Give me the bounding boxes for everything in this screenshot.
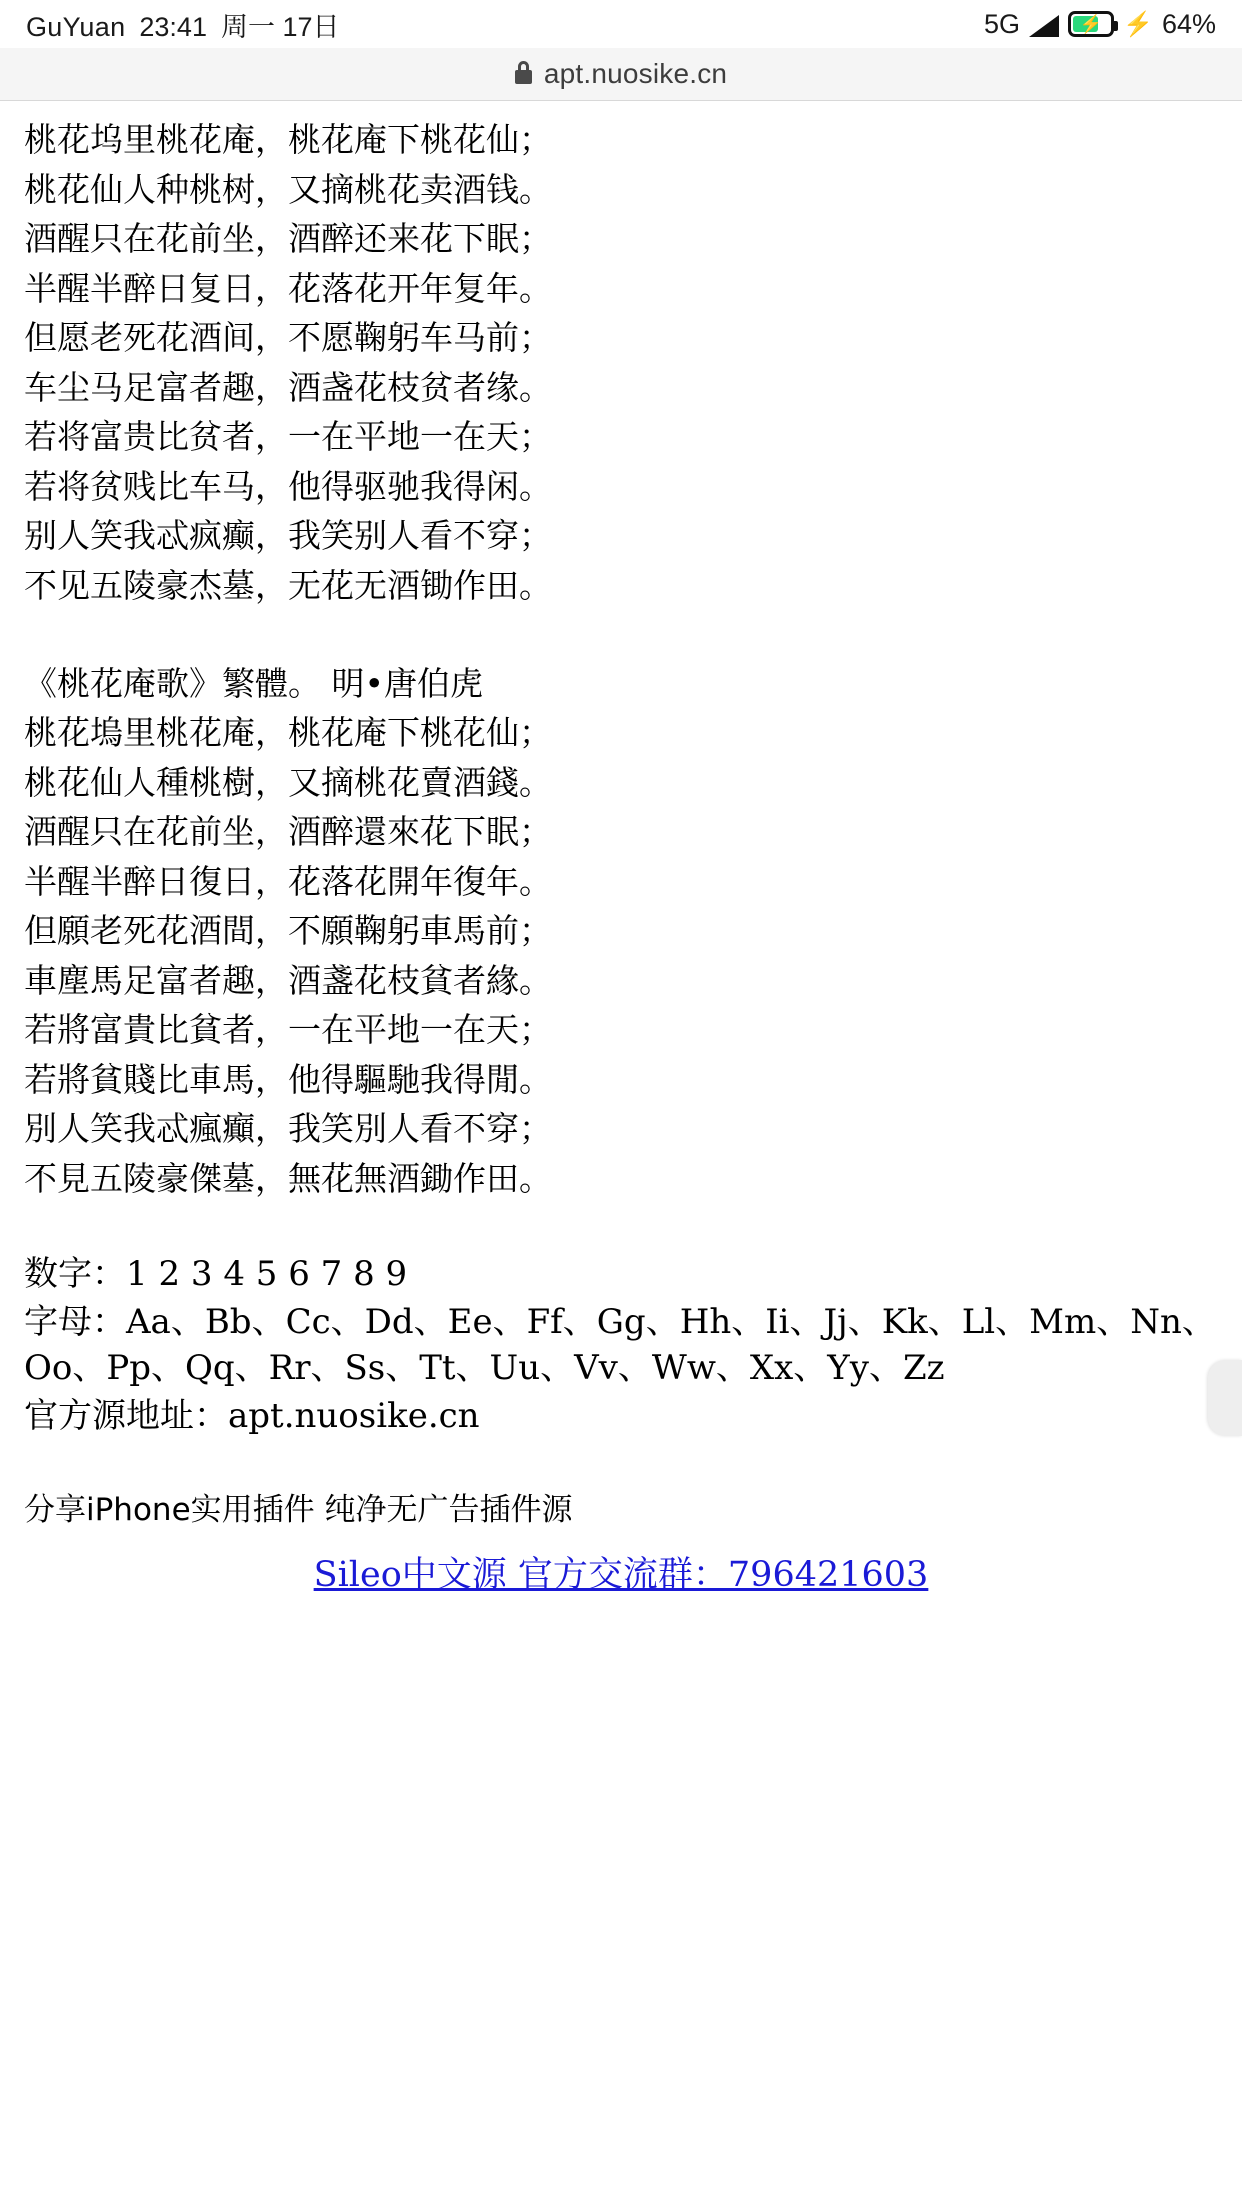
poem-line: 桃花坞里桃花庵，桃花庵下桃花仙； — [24, 120, 552, 159]
group-link-row — [24, 1547, 1218, 1597]
battery-icon — [1068, 11, 1114, 37]
signal-strength-icon — [1029, 15, 1059, 37]
clock-label: 23:41 — [139, 11, 207, 42]
poem-line: 別人笑我忒瘋癲，我笑別人看不穿； — [24, 1109, 552, 1148]
spacer — [24, 1441, 1218, 1487]
poem-line: 桃花仙人种桃树，又摘桃花卖酒钱。 — [24, 169, 552, 209]
charging-bolt-icon: ⚡ — [1123, 10, 1153, 38]
url-label: apt.nuosike.cn — [543, 58, 728, 89]
numbers-sample-line: 数字：1 2 3 4 5 6 7 8 9 — [24, 1254, 408, 1294]
status-bar — [0, 0, 1242, 48]
poem-line: 别人笑我忒疯癫，我笑别人看不穿； — [24, 516, 552, 555]
poem-line: 不见五陵豪杰墓，无花无酒锄作田。 — [24, 565, 552, 605]
browser-address-bar[interactable] — [0, 48, 1242, 101]
poem-line: 若將富貴比貧者，一在平地一在天； — [24, 1010, 552, 1049]
status-bar-left — [26, 5, 340, 44]
poem-line: 車塵馬足富者趣，酒盞花枝貧者緣。 — [24, 960, 552, 1000]
date-label: 周一 17日 — [220, 11, 340, 42]
poem-simplified-block — [24, 115, 1218, 610]
poem-line: 桃花塢里桃花庵，桃花庵下桃花仙； — [24, 713, 552, 752]
carrier-label: GuYuan — [26, 11, 126, 42]
poem-line: 但愿老死花酒间，不愿鞠躬车马前； — [24, 318, 552, 357]
poem-line: 半醒半醉日復日，花落花開年復年。 — [24, 861, 552, 901]
poem-traditional-block — [24, 659, 1218, 1203]
floating-side-tab-handle[interactable] — [1208, 1360, 1242, 1436]
group-chat-link[interactable]: Sileo中文源 官方交流群：796421603 — [313, 1555, 929, 1595]
spacer — [24, 610, 1218, 659]
battery-charging-bolt-icon: ⚡ — [1079, 14, 1103, 34]
poem-line: 若将贫贱比车马，他得驱驰我得闲。 — [24, 466, 552, 506]
poem-line: 半醒半醉日复日，花落花开年复年。 — [24, 268, 552, 308]
poem-traditional-title: 《桃花庵歌》繁體。 明•唐伯虎 — [24, 664, 483, 703]
lock-icon — [515, 70, 532, 84]
official-source-line: 官方源地址：apt.nuosike.cn — [24, 1396, 480, 1436]
poem-line: 不見五陵豪傑墓，無花無酒鋤作田。 — [24, 1158, 552, 1198]
web-page-content — [0, 101, 1242, 2208]
poem-line: 但願老死花酒間，不願鞠躬車馬前； — [24, 911, 552, 950]
poem-line: 酒醒只在花前坐，酒醉還來花下眠； — [24, 812, 552, 851]
letters-sample-line: 字母：Aa、Bb、Cc、Dd、Ee、Ff、Gg、Hh、Ii、Jj、Kk、Ll、Mm、Nn、Oo、Pp、Qq、Rr、Ss、Tt、Uu、Vv、Ww、Xx、Yy、Zz — [24, 1302, 1216, 1388]
poem-line: 若將貧賤比車馬，他得驅馳我得閒。 — [24, 1059, 552, 1099]
poem-line: 车尘马足富者趣，酒盏花枝贫者缘。 — [24, 367, 552, 407]
network-type-label: 5G — [984, 8, 1021, 39]
poem-line: 若将富贵比贫者，一在平地一在天； — [24, 417, 552, 456]
promo-line: 分享iPhone实用插件 纯净无广告插件源 — [24, 1492, 573, 1528]
poem-line: 酒醒只在花前坐，酒醉还来花下眠； — [24, 219, 552, 258]
status-bar-right — [984, 9, 1216, 40]
sample-characters-block — [24, 1249, 1218, 1441]
battery-percent-label: 64% — [1161, 8, 1216, 39]
poem-line: 桃花仙人種桃樹，又摘桃花賣酒錢。 — [24, 762, 552, 802]
spacer — [24, 1203, 1218, 1249]
